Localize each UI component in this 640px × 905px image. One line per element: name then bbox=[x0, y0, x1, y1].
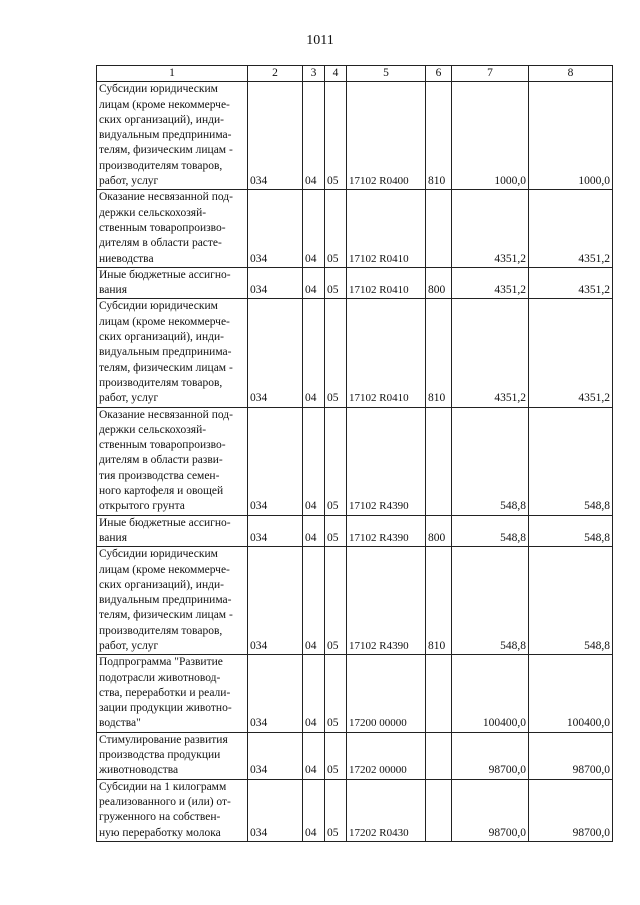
row-name-line: Субсидии юридическим bbox=[99, 83, 218, 96]
row-name-line: ских организаций), инди- bbox=[99, 331, 224, 344]
row-chapter-code: 034 bbox=[248, 547, 303, 655]
row-amount-col7: 4351,2 bbox=[452, 190, 529, 267]
row-target-article-code: 17202 R0430 bbox=[347, 779, 426, 841]
row-subsection-code: 05 bbox=[325, 82, 347, 190]
row-amount-col8: 98700,0 bbox=[529, 779, 613, 841]
table-row bbox=[97, 267, 613, 299]
row-section-code: 04 bbox=[303, 190, 325, 267]
row-target-article-code: 17102 R0410 bbox=[347, 267, 426, 299]
row-chapter-code: 034 bbox=[248, 299, 303, 407]
row-subsection-code: 05 bbox=[325, 299, 347, 407]
row-expense-type-code bbox=[426, 407, 452, 515]
row-name-line: Оказание несвязанной под- bbox=[99, 408, 233, 421]
header-cell: 5 bbox=[347, 66, 426, 82]
row-name-line: ниеводства bbox=[99, 252, 154, 265]
row-name-line: работ, услуг bbox=[99, 392, 159, 405]
table-row bbox=[97, 547, 613, 655]
row-amount-col7: 98700,0 bbox=[452, 732, 529, 779]
row-amount-col7: 100400,0 bbox=[452, 655, 529, 732]
row-name-line: открытого грунта bbox=[99, 500, 185, 513]
table-row bbox=[97, 515, 613, 547]
row-name-line: ских организаций), инди- bbox=[99, 113, 224, 126]
row-name-cell bbox=[97, 82, 248, 190]
row-name-line: Стимулирование развития bbox=[99, 733, 228, 746]
row-name-line: Подпрограмма "Развитие bbox=[99, 656, 223, 669]
row-amount-col8: 98700,0 bbox=[529, 732, 613, 779]
row-chapter-code: 034 bbox=[248, 407, 303, 515]
row-amount-col8: 100400,0 bbox=[529, 655, 613, 732]
row-name-line: Оказание несвязанной под- bbox=[99, 191, 233, 204]
row-name-line: ских организаций), инди- bbox=[99, 578, 224, 591]
row-amount-col8: 548,8 bbox=[529, 407, 613, 515]
row-subsection-code: 05 bbox=[325, 547, 347, 655]
row-name-line: дителям в области разви- bbox=[99, 454, 223, 467]
row-section-code: 04 bbox=[303, 515, 325, 547]
row-name-line: производителям товаров, bbox=[99, 159, 223, 172]
row-chapter-code: 034 bbox=[248, 190, 303, 267]
row-amount-col7: 548,8 bbox=[452, 407, 529, 515]
row-amount-col8: 4351,2 bbox=[529, 190, 613, 267]
row-target-article-code: 17102 R4390 bbox=[347, 407, 426, 515]
row-chapter-code: 034 bbox=[248, 82, 303, 190]
row-name-line: производителям товаров, bbox=[99, 376, 223, 389]
row-name-cell bbox=[97, 547, 248, 655]
row-name-line: ного картофеля и овощей bbox=[99, 485, 224, 498]
header-cell: 7 bbox=[452, 66, 529, 82]
row-name-line: видуальным предпринима- bbox=[99, 129, 232, 142]
header-cell: 8 bbox=[529, 66, 613, 82]
row-subsection-code: 05 bbox=[325, 732, 347, 779]
row-amount-col8: 1000,0 bbox=[529, 82, 613, 190]
row-name-line: производителям товаров, bbox=[99, 624, 223, 637]
row-target-article-code: 17102 R0400 bbox=[347, 82, 426, 190]
row-name-line: видуальным предпринима- bbox=[99, 594, 232, 607]
row-section-code: 04 bbox=[303, 299, 325, 407]
row-name-line: Субсидии на 1 килограмм bbox=[99, 780, 227, 793]
row-name-line: ственным товаропроизво- bbox=[99, 439, 226, 452]
row-amount-col8: 4351,2 bbox=[529, 267, 613, 299]
row-expense-type-code bbox=[426, 779, 452, 841]
header-cell: 1 bbox=[97, 66, 248, 82]
row-name-line: вания bbox=[99, 284, 127, 297]
row-expense-type-code: 800 bbox=[426, 515, 452, 547]
row-amount-col7: 4351,2 bbox=[452, 299, 529, 407]
row-name-line: Субсидии юридическим bbox=[99, 300, 218, 313]
row-name-line: держки сельскохозяй- bbox=[99, 423, 207, 436]
table-header-row bbox=[97, 66, 613, 82]
row-section-code: 04 bbox=[303, 547, 325, 655]
row-chapter-code: 034 bbox=[248, 732, 303, 779]
row-section-code: 04 bbox=[303, 779, 325, 841]
row-target-article-code: 17102 R4390 bbox=[347, 515, 426, 547]
row-name-line: лицам (кроме некоммерче- bbox=[99, 563, 230, 576]
row-amount-col8: 548,8 bbox=[529, 515, 613, 547]
row-expense-type-code: 810 bbox=[426, 547, 452, 655]
row-name-line: производства продукции bbox=[99, 749, 221, 762]
page-number: 1011 bbox=[306, 33, 334, 48]
row-amount-col8: 548,8 bbox=[529, 547, 613, 655]
row-name-line: видуальным предпринима- bbox=[99, 346, 232, 359]
row-name-line: работ, услуг bbox=[99, 175, 159, 188]
row-target-article-code: 17202 00000 bbox=[347, 732, 426, 779]
row-name-line: ную переработку молока bbox=[99, 826, 221, 839]
row-amount-col7: 98700,0 bbox=[452, 779, 529, 841]
row-name-line: вания bbox=[99, 531, 127, 544]
row-expense-type-code: 810 bbox=[426, 299, 452, 407]
row-subsection-code: 05 bbox=[325, 190, 347, 267]
row-name-line: лицам (кроме некоммерче- bbox=[99, 98, 230, 111]
table-row bbox=[97, 655, 613, 732]
row-subsection-code: 05 bbox=[325, 779, 347, 841]
row-name-line: держки сельскохозяй- bbox=[99, 206, 207, 219]
header-cell: 3 bbox=[303, 66, 325, 82]
row-target-article-code: 17102 R0410 bbox=[347, 190, 426, 267]
row-name-cell bbox=[97, 732, 248, 779]
row-amount-col7: 1000,0 bbox=[452, 82, 529, 190]
row-target-article-code: 17102 R0410 bbox=[347, 299, 426, 407]
row-amount-col8: 4351,2 bbox=[529, 299, 613, 407]
row-name-line: Субсидии юридическим bbox=[99, 548, 218, 561]
table-body bbox=[97, 82, 613, 842]
row-subsection-code: 05 bbox=[325, 407, 347, 515]
row-chapter-code: 034 bbox=[248, 655, 303, 732]
row-name-line: зации продукции животно- bbox=[99, 702, 232, 715]
row-name-line: груженного на собствен- bbox=[99, 811, 221, 824]
row-expense-type-code bbox=[426, 190, 452, 267]
row-name-line: подотрасли животновод- bbox=[99, 671, 221, 684]
row-chapter-code: 034 bbox=[248, 515, 303, 547]
row-name-cell bbox=[97, 407, 248, 515]
row-expense-type-code: 800 bbox=[426, 267, 452, 299]
row-name-cell bbox=[97, 190, 248, 267]
row-subsection-code: 05 bbox=[325, 655, 347, 732]
header-cell: 6 bbox=[426, 66, 452, 82]
table-row bbox=[97, 190, 613, 267]
header-cell: 4 bbox=[325, 66, 347, 82]
row-section-code: 04 bbox=[303, 655, 325, 732]
row-name-line: лицам (кроме некоммерче- bbox=[99, 315, 230, 328]
row-name-line: реализованного и (или) от- bbox=[99, 795, 231, 808]
row-amount-col7: 4351,2 bbox=[452, 267, 529, 299]
row-name-line: Иные бюджетные ассигно- bbox=[99, 516, 231, 529]
row-chapter-code: 034 bbox=[248, 267, 303, 299]
row-section-code: 04 bbox=[303, 407, 325, 515]
table-row bbox=[97, 407, 613, 515]
budget-table bbox=[96, 65, 613, 842]
row-name-cell bbox=[97, 515, 248, 547]
row-section-code: 04 bbox=[303, 267, 325, 299]
table-row bbox=[97, 299, 613, 407]
row-name-line: телям, физическим лицам - bbox=[99, 609, 233, 622]
table-row bbox=[97, 732, 613, 779]
row-name-line: ства, переработки и реали- bbox=[99, 686, 231, 699]
row-name-line: животноводства bbox=[99, 764, 179, 777]
table-row bbox=[97, 82, 613, 190]
row-section-code: 04 bbox=[303, 732, 325, 779]
header-cell: 2 bbox=[248, 66, 303, 82]
row-target-article-code: 17102 R4390 bbox=[347, 547, 426, 655]
row-chapter-code: 034 bbox=[248, 779, 303, 841]
row-section-code: 04 bbox=[303, 82, 325, 190]
row-name-cell bbox=[97, 299, 248, 407]
row-name-cell bbox=[97, 267, 248, 299]
row-expense-type-code bbox=[426, 732, 452, 779]
row-name-line: ственным товаропроизво- bbox=[99, 221, 226, 234]
row-expense-type-code: 810 bbox=[426, 82, 452, 190]
row-subsection-code: 05 bbox=[325, 515, 347, 547]
row-subsection-code: 05 bbox=[325, 267, 347, 299]
row-target-article-code: 17200 00000 bbox=[347, 655, 426, 732]
table-row bbox=[97, 779, 613, 841]
row-name-line: Иные бюджетные ассигно- bbox=[99, 268, 231, 281]
row-amount-col7: 548,8 bbox=[452, 547, 529, 655]
row-amount-col7: 548,8 bbox=[452, 515, 529, 547]
row-name-line: телям, физическим лицам - bbox=[99, 144, 233, 157]
row-name-cell bbox=[97, 779, 248, 841]
row-name-line: работ, услуг bbox=[99, 639, 159, 652]
row-expense-type-code bbox=[426, 655, 452, 732]
row-name-line: дителям в области расте- bbox=[99, 237, 222, 250]
row-name-line: водства" bbox=[99, 717, 141, 730]
row-name-line: телям, физическим лицам - bbox=[99, 361, 233, 374]
row-name-line: тия производства семен- bbox=[99, 469, 220, 482]
row-name-cell bbox=[97, 655, 248, 732]
